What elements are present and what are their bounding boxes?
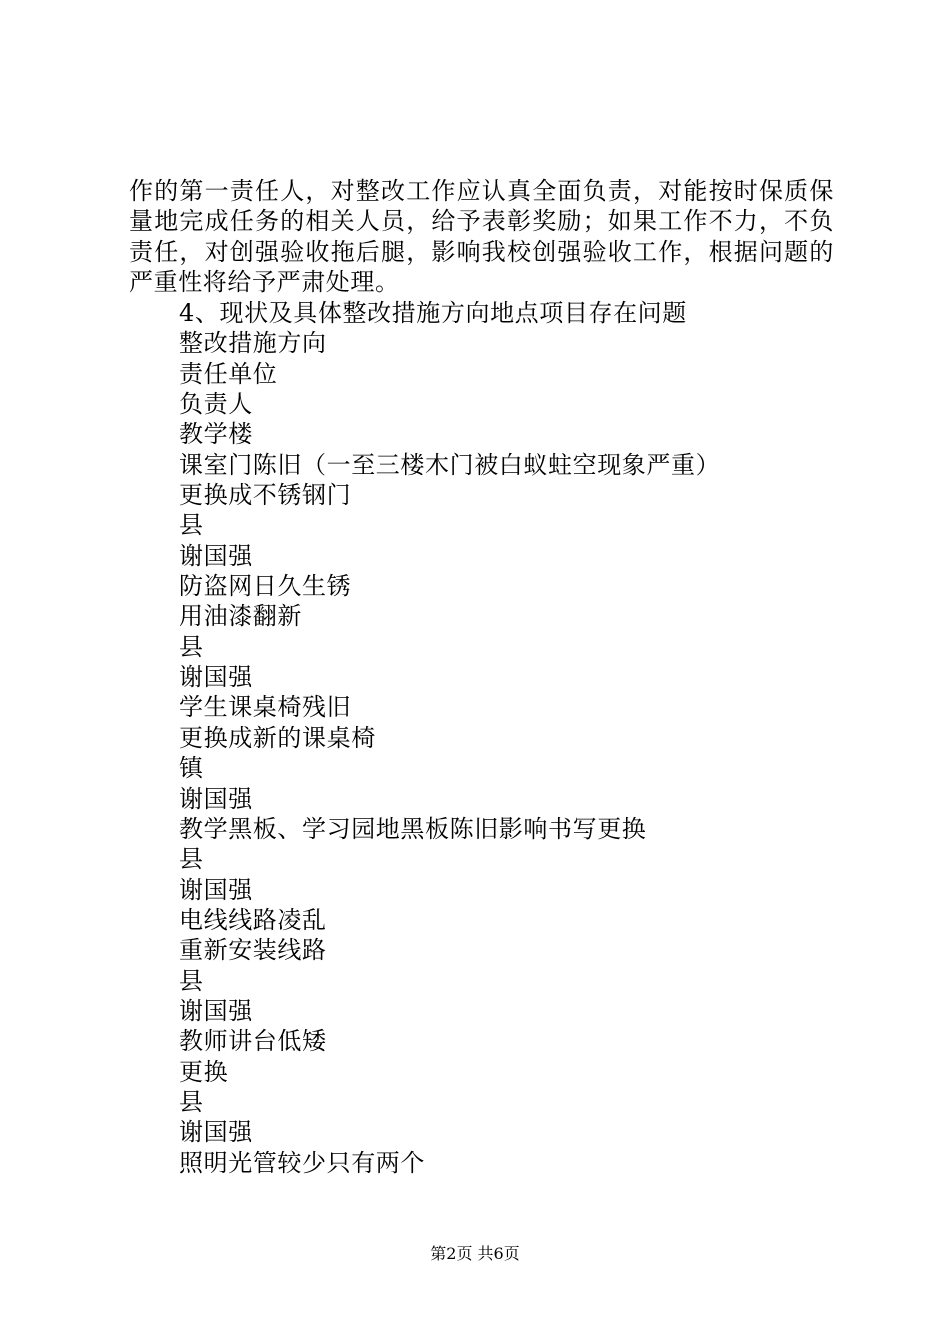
text-line: 谢国强: [179, 541, 253, 570]
text-line: 防盗网日久生锈: [179, 572, 352, 601]
text-line: 电线线路凌乱: [179, 905, 327, 934]
text-line: 责任单位: [179, 359, 278, 388]
text-line: 县: [179, 511, 204, 540]
text-line: 谢国强: [179, 875, 253, 904]
text-line: 4、现状及具体整改措施方向地点项目存在问题: [179, 299, 687, 327]
text-line: 谢国强: [179, 1118, 253, 1147]
text-line: 更换成新的课桌椅: [179, 723, 376, 752]
text-line: 谢国强: [179, 996, 253, 1025]
text-line: 教学黑板、学习园地黑板陈旧影响书写更换: [179, 814, 647, 843]
text-line: 整改措施方向: [179, 329, 327, 358]
text-line: 学生课桌椅残旧: [179, 693, 352, 722]
text-line: 更换: [179, 1057, 229, 1086]
text-line: 用油漆翻新: [179, 602, 302, 631]
text-line: 教学楼: [179, 420, 253, 449]
text-line: 县: [179, 1087, 204, 1116]
text-line: 更换成不锈钢门: [179, 481, 352, 510]
text-line: 县: [179, 845, 204, 874]
text-line: 县: [179, 966, 204, 995]
text-line: 谢国强: [179, 784, 253, 813]
content-lines: [179, 298, 720, 1178]
page-footer: 第2页 共6页: [430, 1244, 520, 1263]
text-line: 照明光管较少只有两个: [179, 1148, 425, 1177]
text-line: 课室门陈旧（一至三楼木门被白蚁蛀空现象严重）: [179, 450, 721, 479]
text-line: 负责人: [179, 390, 253, 419]
text-line: 教师讲台低矮: [179, 1027, 327, 1056]
text-line: 重新安装线路: [179, 936, 327, 965]
text-line: 县: [179, 632, 204, 661]
text-line: 谢国强: [179, 663, 253, 692]
text-line: 镇: [179, 754, 204, 783]
body-paragraph: 作的第一责任人，对整改工作应认真全面负责，对能按时保质保量地完成任务的相关人员，给予表彰奖励；如果工作不力，不负责任，对创强验收拖后腿，影响我校创强验收工作，根据问题的严重性将给予严肃处理。: [129, 177, 834, 296]
